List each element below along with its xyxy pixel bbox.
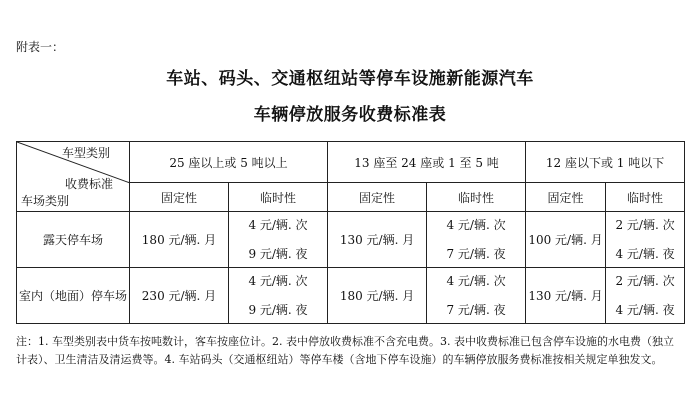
per-night-rate: 9 元/辆. 夜 — [248, 303, 308, 317]
lot-type-cell: 露天停车场 — [17, 212, 130, 268]
temporary-rate-cell — [229, 268, 328, 324]
temporary-rate-header: 临时性 — [229, 183, 328, 212]
vehicle-group-header: 13 座至 24 座或 1 至 5 吨 — [328, 142, 526, 183]
document-title-line-2: 车辆停放服务收费标准表 — [253, 105, 447, 125]
per-night-rate: 4 元/辆. 夜 — [615, 247, 675, 261]
document-title-line-1: 车站、码头、交通枢纽站等停车设施新能源汽车 — [166, 69, 534, 89]
fixed-rate-header: 固定性 — [328, 183, 427, 212]
temporary-rate-cell — [229, 212, 328, 268]
per-visit-rate: 4 元/辆. 次 — [248, 218, 308, 232]
fixed-rate-header: 固定性 — [130, 183, 229, 212]
per-night-rate: 7 元/辆. 夜 — [446, 303, 506, 317]
temporary-rate-header: 临时性 — [427, 183, 526, 212]
temporary-rate-cell — [427, 212, 526, 268]
temporary-rate-cell — [606, 212, 685, 268]
table-notes: 注：1. 车型类别表中货车按吨数计，客车按座位计。2. 表中停放收费标准不含充电费。3. 表中收费标准已包含停车设施的水电费（独立计表）、卫生清洁及清运费等。4. 车站码头（交通枢纽站）等停车楼（含地下停车设施）的车辆停放服务费标准按相关规定单独发文。 — [16, 335, 674, 366]
temporary-rate-header: 临时性 — [606, 183, 685, 212]
vehicle-group-header: 12 座以下或 1 吨以下 — [526, 142, 685, 183]
lot-type-axis-label: 车场类别 — [21, 194, 70, 208]
fixed-rate-cell: 180 元/辆. 月 — [130, 212, 229, 268]
per-night-rate: 4 元/辆. 夜 — [615, 303, 675, 317]
vehicle-group-header: 25 座以上或 5 吨以上 — [130, 142, 328, 183]
per-visit-rate: 4 元/辆. 次 — [446, 218, 506, 232]
per-visit-rate: 2 元/辆. 次 — [615, 274, 675, 288]
diagonal-header-cell — [17, 142, 130, 212]
appendix-label: 附表一： — [16, 40, 65, 54]
table-row-open-air-lot — [17, 212, 685, 268]
temporary-rate-cell — [427, 268, 526, 324]
table-row-indoor-lot — [17, 268, 685, 324]
per-visit-rate: 4 元/辆. 次 — [446, 274, 506, 288]
lot-type-cell: 室内（地面）停车场 — [17, 268, 130, 324]
fixed-rate-cell: 180 元/辆. 月 — [328, 268, 427, 324]
fee-standard-table — [16, 141, 685, 324]
per-visit-rate: 4 元/辆. 次 — [248, 274, 308, 288]
table-header-row — [17, 142, 685, 183]
vehicle-type-axis-label: 车型类别 — [62, 146, 111, 160]
fixed-rate-header: 固定性 — [526, 183, 606, 212]
fixed-rate-cell: 100 元/辆. 月 — [526, 212, 606, 268]
temporary-rate-cell — [606, 268, 685, 324]
per-visit-rate: 2 元/辆. 次 — [615, 218, 675, 232]
per-night-rate: 9 元/辆. 夜 — [248, 247, 308, 261]
fixed-rate-cell: 130 元/辆. 月 — [526, 268, 606, 324]
fixed-rate-cell: 230 元/辆. 月 — [130, 268, 229, 324]
fee-standard-axis-label: 收费标准 — [65, 177, 114, 191]
fixed-rate-cell: 130 元/辆. 月 — [328, 212, 427, 268]
per-night-rate: 7 元/辆. 夜 — [446, 247, 506, 261]
